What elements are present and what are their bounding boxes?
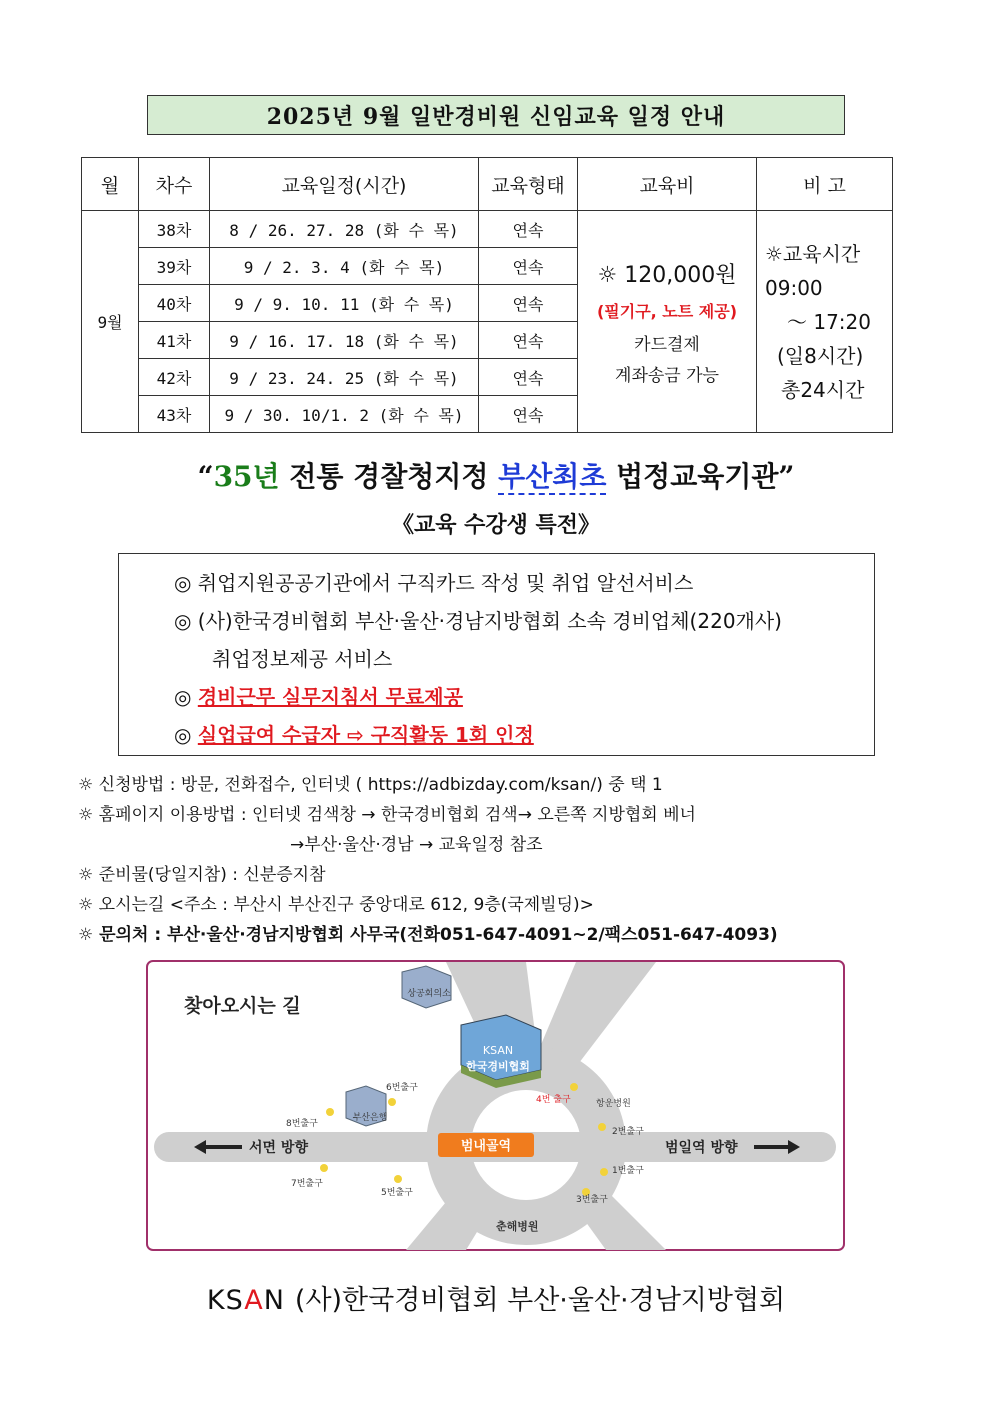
type-cell: 연속 — [479, 211, 578, 248]
exit-1: 1번출구 — [612, 1166, 644, 1176]
schedule-cell: 9 / 2. 3. 4 (화 수 목) — [210, 248, 479, 285]
round-cell: 41차 — [139, 322, 210, 359]
type-cell: 연속 — [479, 359, 578, 396]
exit-5: 5번출구 — [381, 1188, 413, 1198]
exit-4: 4번 출구 — [536, 1095, 571, 1105]
slogan-first: 부산최초 — [498, 460, 607, 493]
exit-2: 2번출구 — [612, 1127, 644, 1137]
benefits-box — [118, 553, 875, 756]
exit-3: 3번출구 — [576, 1195, 608, 1205]
info-list — [78, 770, 778, 950]
type-cell: 연속 — [479, 396, 578, 433]
map-west: 서면 방향 — [249, 1140, 308, 1156]
bank-label: 부산은행 — [352, 1113, 388, 1123]
benefit-red: 실업급여 수급자 ⇨ 구직활동 1회 인정 — [197, 723, 534, 747]
chamber-label: 상공회의소 — [407, 989, 451, 999]
fee-included: (필기구, 노트 제공) — [596, 301, 738, 321]
logo-n: N — [263, 1285, 285, 1316]
note-line: 총24시간 — [781, 377, 865, 402]
fee-payment-transfer: 계좌송금 가능 — [615, 365, 719, 386]
info-apply: ☼ 신청방법 : 방문, 전화접수, 인터넷 ( https://adbizday.com/ksan/) 중 택 1 — [78, 775, 663, 795]
note-line: ☼교육시간 — [765, 241, 861, 266]
col-schedule: 교육일정(시간) — [210, 158, 479, 211]
schedule-cell: 9 / 30. 10/1. 2 (화 수 목) — [210, 396, 479, 433]
type-cell: 연속 — [479, 285, 578, 322]
benefit-item: ◎ (사)한국경비협회 부산·울산·경남지방협회 소속 경비업체(220개사) — [174, 609, 782, 633]
slogan-years: 35년 — [213, 460, 280, 493]
benefit-item: ◎ 취업지원공공기관에서 구직카드 작성 및 취업 알선서비스 — [174, 571, 694, 595]
info-directions: ☼ 오시는길 <주소 : 부산시 부산진구 중앙대로 612, 9층(국제빌딩)> — [78, 895, 594, 915]
benefit-red: 경비근무 실무지침서 무료제공 — [197, 685, 463, 709]
schedule-cell: 9 / 23. 24. 25 (화 수 목) — [210, 359, 479, 396]
hospital1-label: 항운병원 — [596, 1099, 631, 1109]
col-round: 차수 — [139, 158, 210, 211]
quote-close: ” — [778, 460, 795, 493]
note-line: ～ 17:20 — [787, 309, 871, 334]
slogan-end: 법정교육기관 — [606, 460, 779, 493]
quote-open: “ — [197, 460, 214, 493]
exit-8: 8번출구 — [286, 1119, 318, 1129]
fee-amount: ☼ 120,000원 — [597, 262, 737, 288]
benefit-item: 취업정보제공 서비스 — [212, 647, 393, 671]
col-note: 비 고 — [757, 158, 893, 211]
col-type: 교육형태 — [479, 158, 578, 211]
schedule-table — [81, 157, 893, 433]
info-prepare: ☼ 준비물(당일지참) : 신분증지참 — [78, 865, 326, 885]
round-cell: 42차 — [139, 359, 210, 396]
schedule-cell: 8 / 26. 27. 28 (화 수 목) — [210, 211, 479, 248]
hospital2-label: 춘해병원 — [496, 1220, 539, 1233]
fee-cell — [578, 211, 757, 433]
round-cell: 40차 — [139, 285, 210, 322]
table-row — [82, 211, 893, 248]
info-homepage: ☼ 홈페이지 이용방법 : 인터넷 검색창 → 한국경비협회 검색→ 오른쪽 지방협회 베너 — [78, 805, 696, 825]
benefit-item — [174, 716, 874, 754]
ksan-logo — [207, 1285, 285, 1316]
note-cell — [757, 211, 893, 433]
col-month: 월 — [82, 158, 139, 211]
note-line: 09:00 — [765, 275, 823, 300]
round-cell: 38차 — [139, 211, 210, 248]
logo-ks: KS — [206, 1285, 245, 1316]
benefits-title: 《교육 수강생 특전》 — [391, 513, 601, 538]
schedule-cell: 9 / 16. 17. 18 (화 수 목) — [210, 322, 479, 359]
exit-6: 6번출구 — [386, 1083, 418, 1093]
map-east: 범일역 방향 — [665, 1140, 738, 1156]
logo-a: A — [244, 1285, 264, 1316]
type-cell: 연속 — [479, 248, 578, 285]
benefit-mark: ◎ — [174, 723, 198, 747]
type-cell: 연속 — [479, 322, 578, 359]
map-title: 찾아오시는 길 — [184, 995, 301, 1017]
month-cell: 9월 — [82, 211, 139, 433]
page-title: 2025년 9월 일반경비원 신임교육 일정 안내 — [147, 95, 845, 135]
benefit-mark: ◎ — [174, 685, 198, 709]
benefit-item — [174, 678, 874, 716]
slogan — [0, 455, 992, 495]
slogan-mid: 전통 경찰청지정 — [279, 460, 499, 493]
exit-7: 7번출구 — [291, 1179, 323, 1189]
fee-payment-card: 카드결제 — [634, 334, 700, 355]
info-contact: ☼ 문의처 : 부산·울산·경남지방협회 사무국(전화051-647-4091~2/팩스051-647-4093) — [78, 925, 778, 945]
footer — [0, 1278, 992, 1317]
note-line: (일8시간) — [777, 343, 864, 368]
table-header-row — [82, 158, 893, 211]
round-cell: 43차 — [139, 396, 210, 433]
ksan-building-label: 한국경비협회 — [466, 1060, 530, 1073]
footer-org: (사)한국경비협회 부산·울산·경남지방협회 — [294, 1285, 786, 1316]
directions-map — [146, 960, 845, 1251]
info-homepage-cont: →부산·울산·경남 → 교육일정 참조 — [290, 835, 543, 855]
round-cell: 39차 — [139, 248, 210, 285]
col-fee: 교육비 — [578, 158, 757, 211]
station-label: 범내골역 — [460, 1139, 512, 1154]
ksan-map-label: KSAN — [482, 1044, 514, 1057]
schedule-cell: 9 / 9. 10. 11 (화 수 목) — [210, 285, 479, 322]
